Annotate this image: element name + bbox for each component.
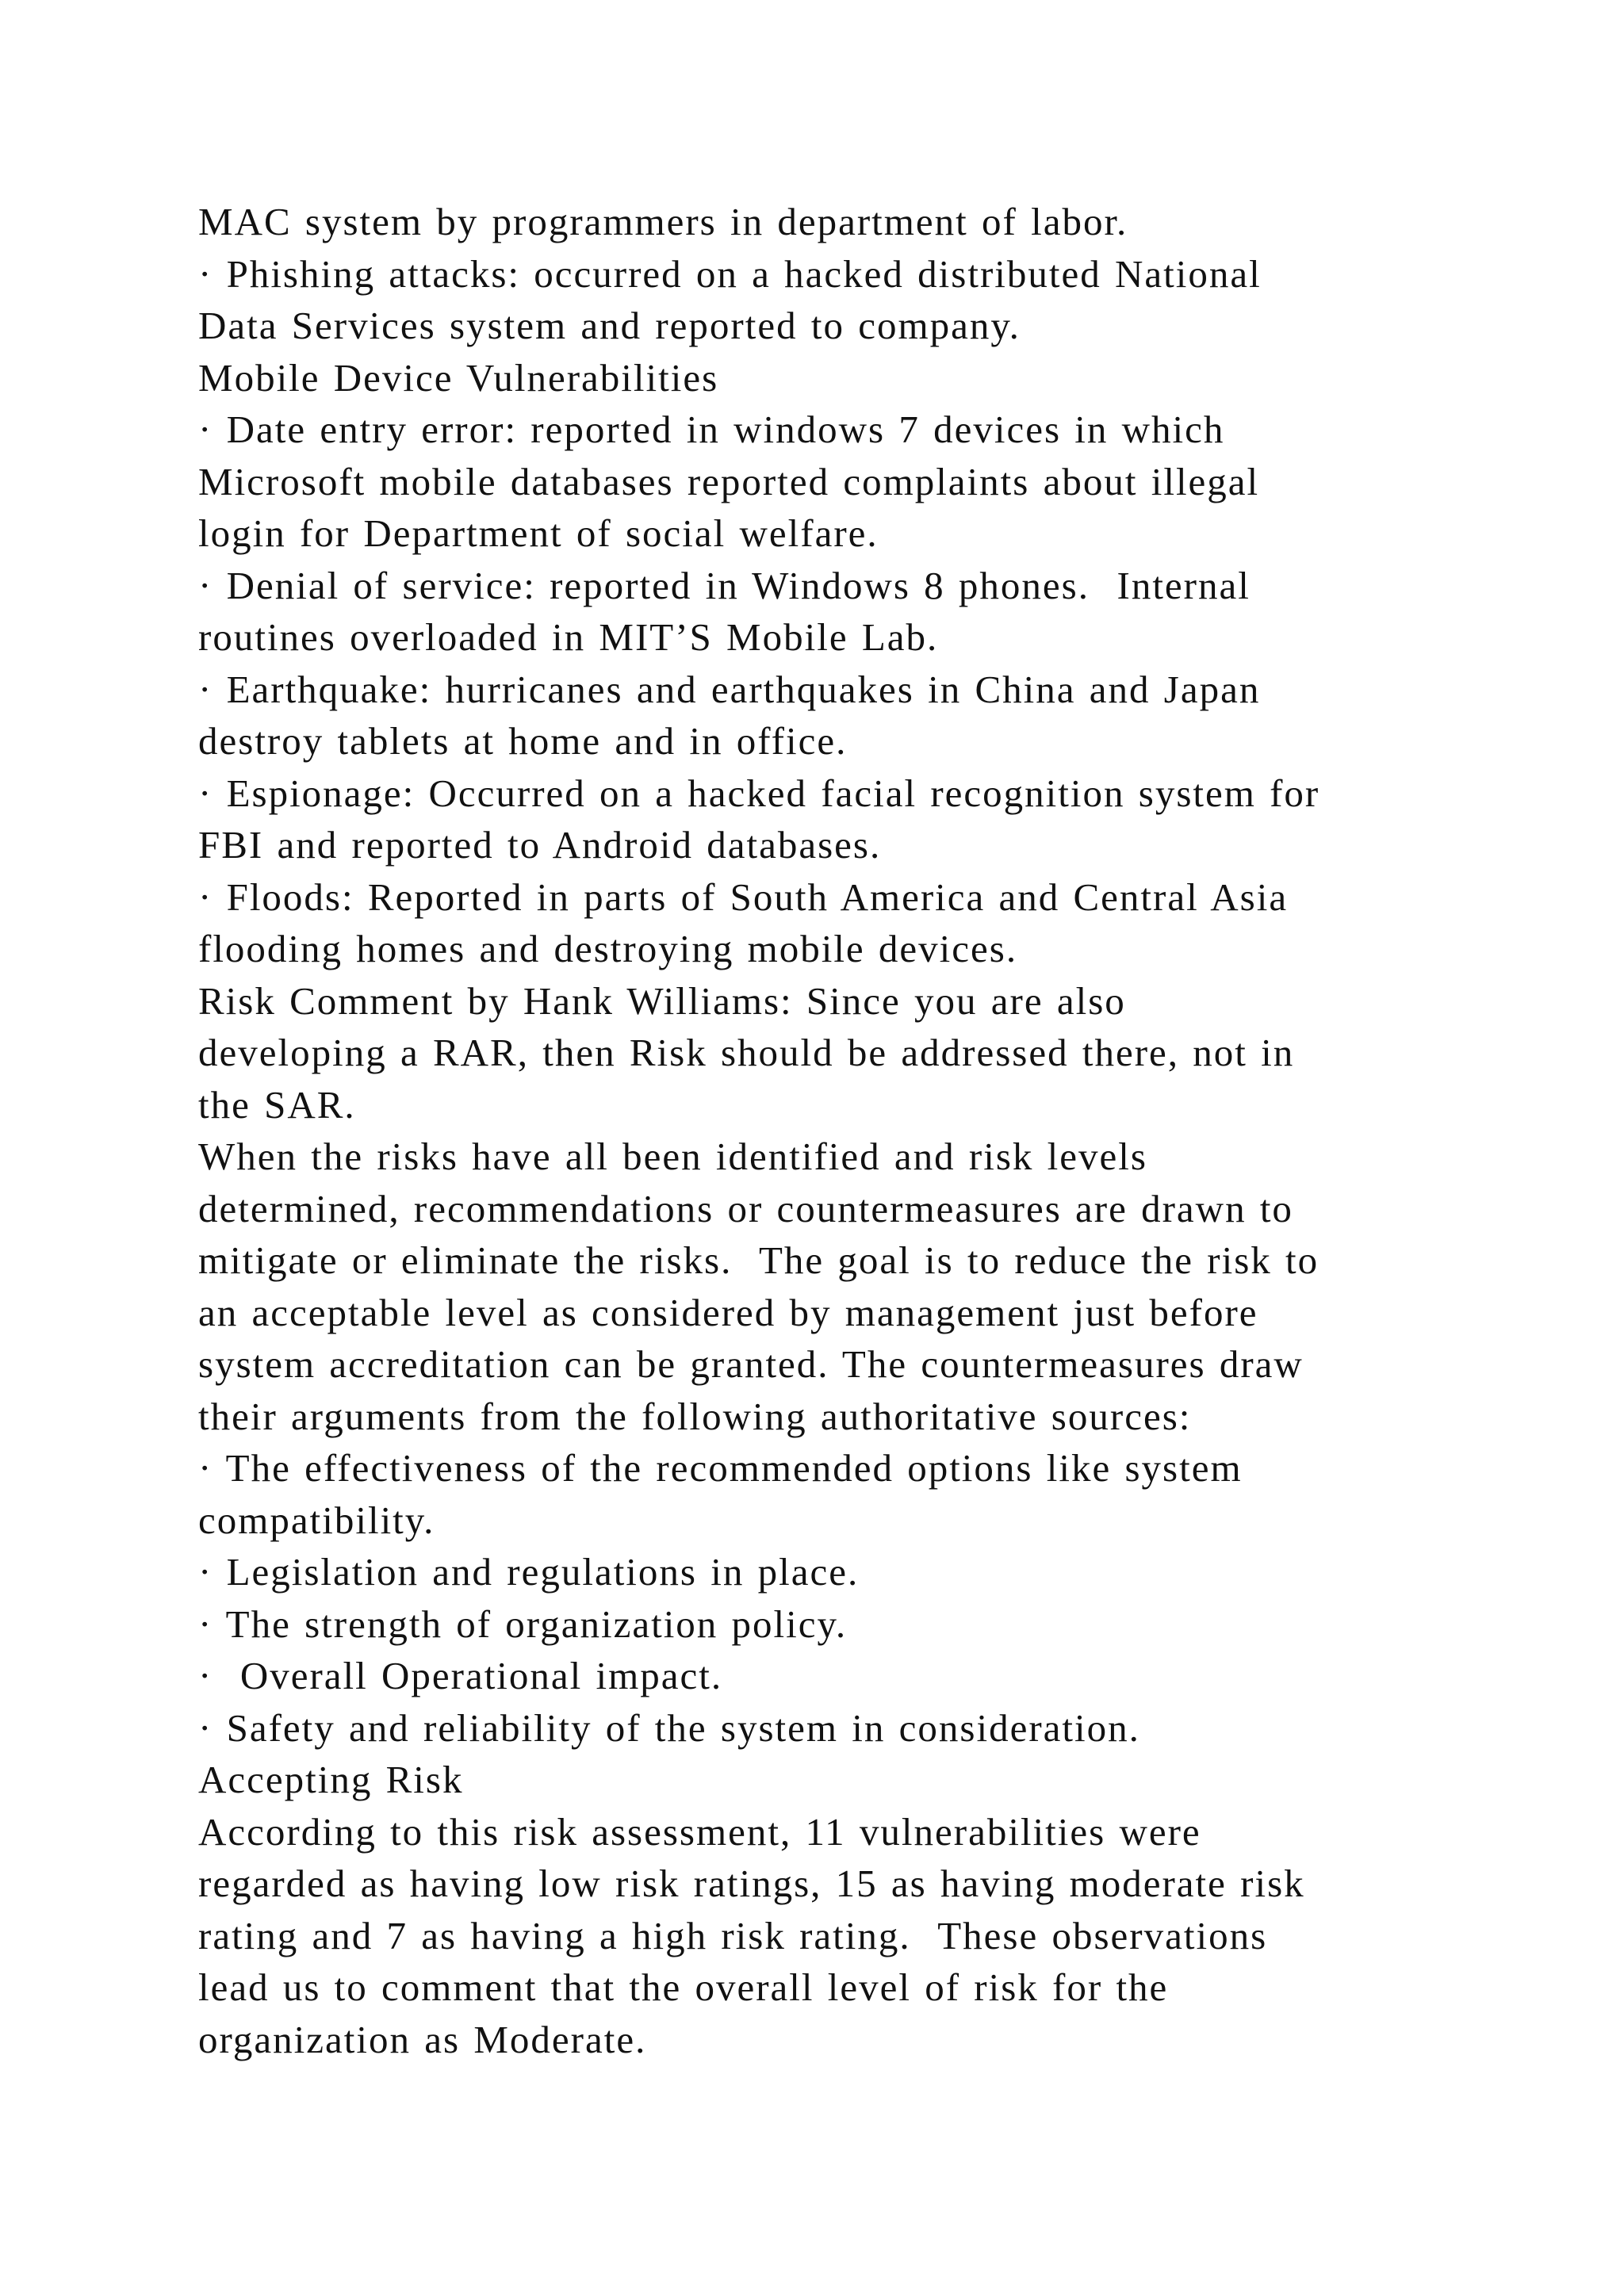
- bullet-line: · Earthquake: hurricanes and earthquakes in China and Japan: [198, 667, 1261, 711]
- bullet-line: · Overall Operational impact.: [198, 1654, 723, 1697]
- section-heading-accepting-risk: Accepting Risk: [198, 1758, 464, 1801]
- bullet-line: · Legislation and regulations in place.: [198, 1550, 860, 1594]
- paragraph-line: When the risks have all been identified and risk levels: [198, 1135, 1147, 1178]
- document-body: [198, 196, 1546, 2065]
- text-line: destroy tablets at home and in office.: [198, 719, 848, 763]
- risk-comment-line: Risk Comment by Hank Williams: Since you are also: [198, 978, 1126, 1023]
- bullet-line: · Espionage: Occurred on a hacked facial recognition system for: [198, 771, 1320, 815]
- bullet-line: · Phishing attacks: occurred on a hacked distributed National: [198, 251, 1262, 296]
- text-line: Data Services system and reported to company.: [198, 304, 1021, 347]
- paragraph-line: lead us to comment that the overall level of risk for the: [198, 1965, 1169, 2009]
- paragraph-line: system accreditation can be granted. The countermeasures draw: [198, 1342, 1304, 1386]
- bullet-line: · Date entry error: reported in windows 7 devices in which: [198, 408, 1225, 451]
- text-line: FBI and reported to Android databases.: [198, 823, 882, 867]
- risk-comment-line: the SAR.: [198, 1082, 356, 1127]
- risk-comment-line: developing a RAR, then Risk should be addressed there, not in: [198, 1031, 1295, 1074]
- paragraph-line: determined, recommendations or countermeasures are drawn to: [198, 1186, 1293, 1230]
- bullet-line: · The effectiveness of the recommended options like system: [198, 1446, 1243, 1490]
- text-line: login for Department of social welfare.: [198, 511, 879, 555]
- text-line: compatibility.: [198, 1498, 435, 1542]
- text-line: flooding homes and destroying mobile devices.: [198, 927, 1018, 970]
- paragraph-line: mitigate or eliminate the risks. The goal is to reduce the risk to: [198, 1238, 1320, 1282]
- bullet-line: · The strength of organization policy.: [198, 1601, 848, 1646]
- paragraph-line: their arguments from the following authoritative sources:: [198, 1394, 1192, 1438]
- bullet-line: · Safety and reliability of the system in consideration.: [198, 1705, 1140, 1750]
- text-line: routines overloaded in MIT’S Mobile Lab.: [198, 615, 939, 659]
- section-heading-mobile-device-vulnerabilities: Mobile Device Vulnerabilities: [198, 355, 719, 400]
- paragraph-line: regarded as having low risk ratings, 15 as having moderate risk: [198, 1862, 1305, 1905]
- paragraph-line: an acceptable level as considered by management just before: [198, 1290, 1258, 1334]
- paragraph-line: rating and 7 as having a high risk rating. These observations: [198, 1913, 1268, 1957]
- bullet-line: · Denial of service: reported in Windows 8 phones. Internal: [198, 563, 1251, 607]
- paragraph-line: organization as Moderate.: [198, 2017, 647, 2061]
- text-line: MAC system by programmers in department of labor.: [198, 200, 1128, 243]
- text-line: Microsoft mobile databases reported complaints about illegal: [198, 459, 1260, 503]
- bullet-line: · Floods: Reported in parts of South America and Central Asia: [198, 874, 1289, 919]
- paragraph-line: According to this risk assessment, 11 vulnerabilities were: [198, 1809, 1201, 1854]
